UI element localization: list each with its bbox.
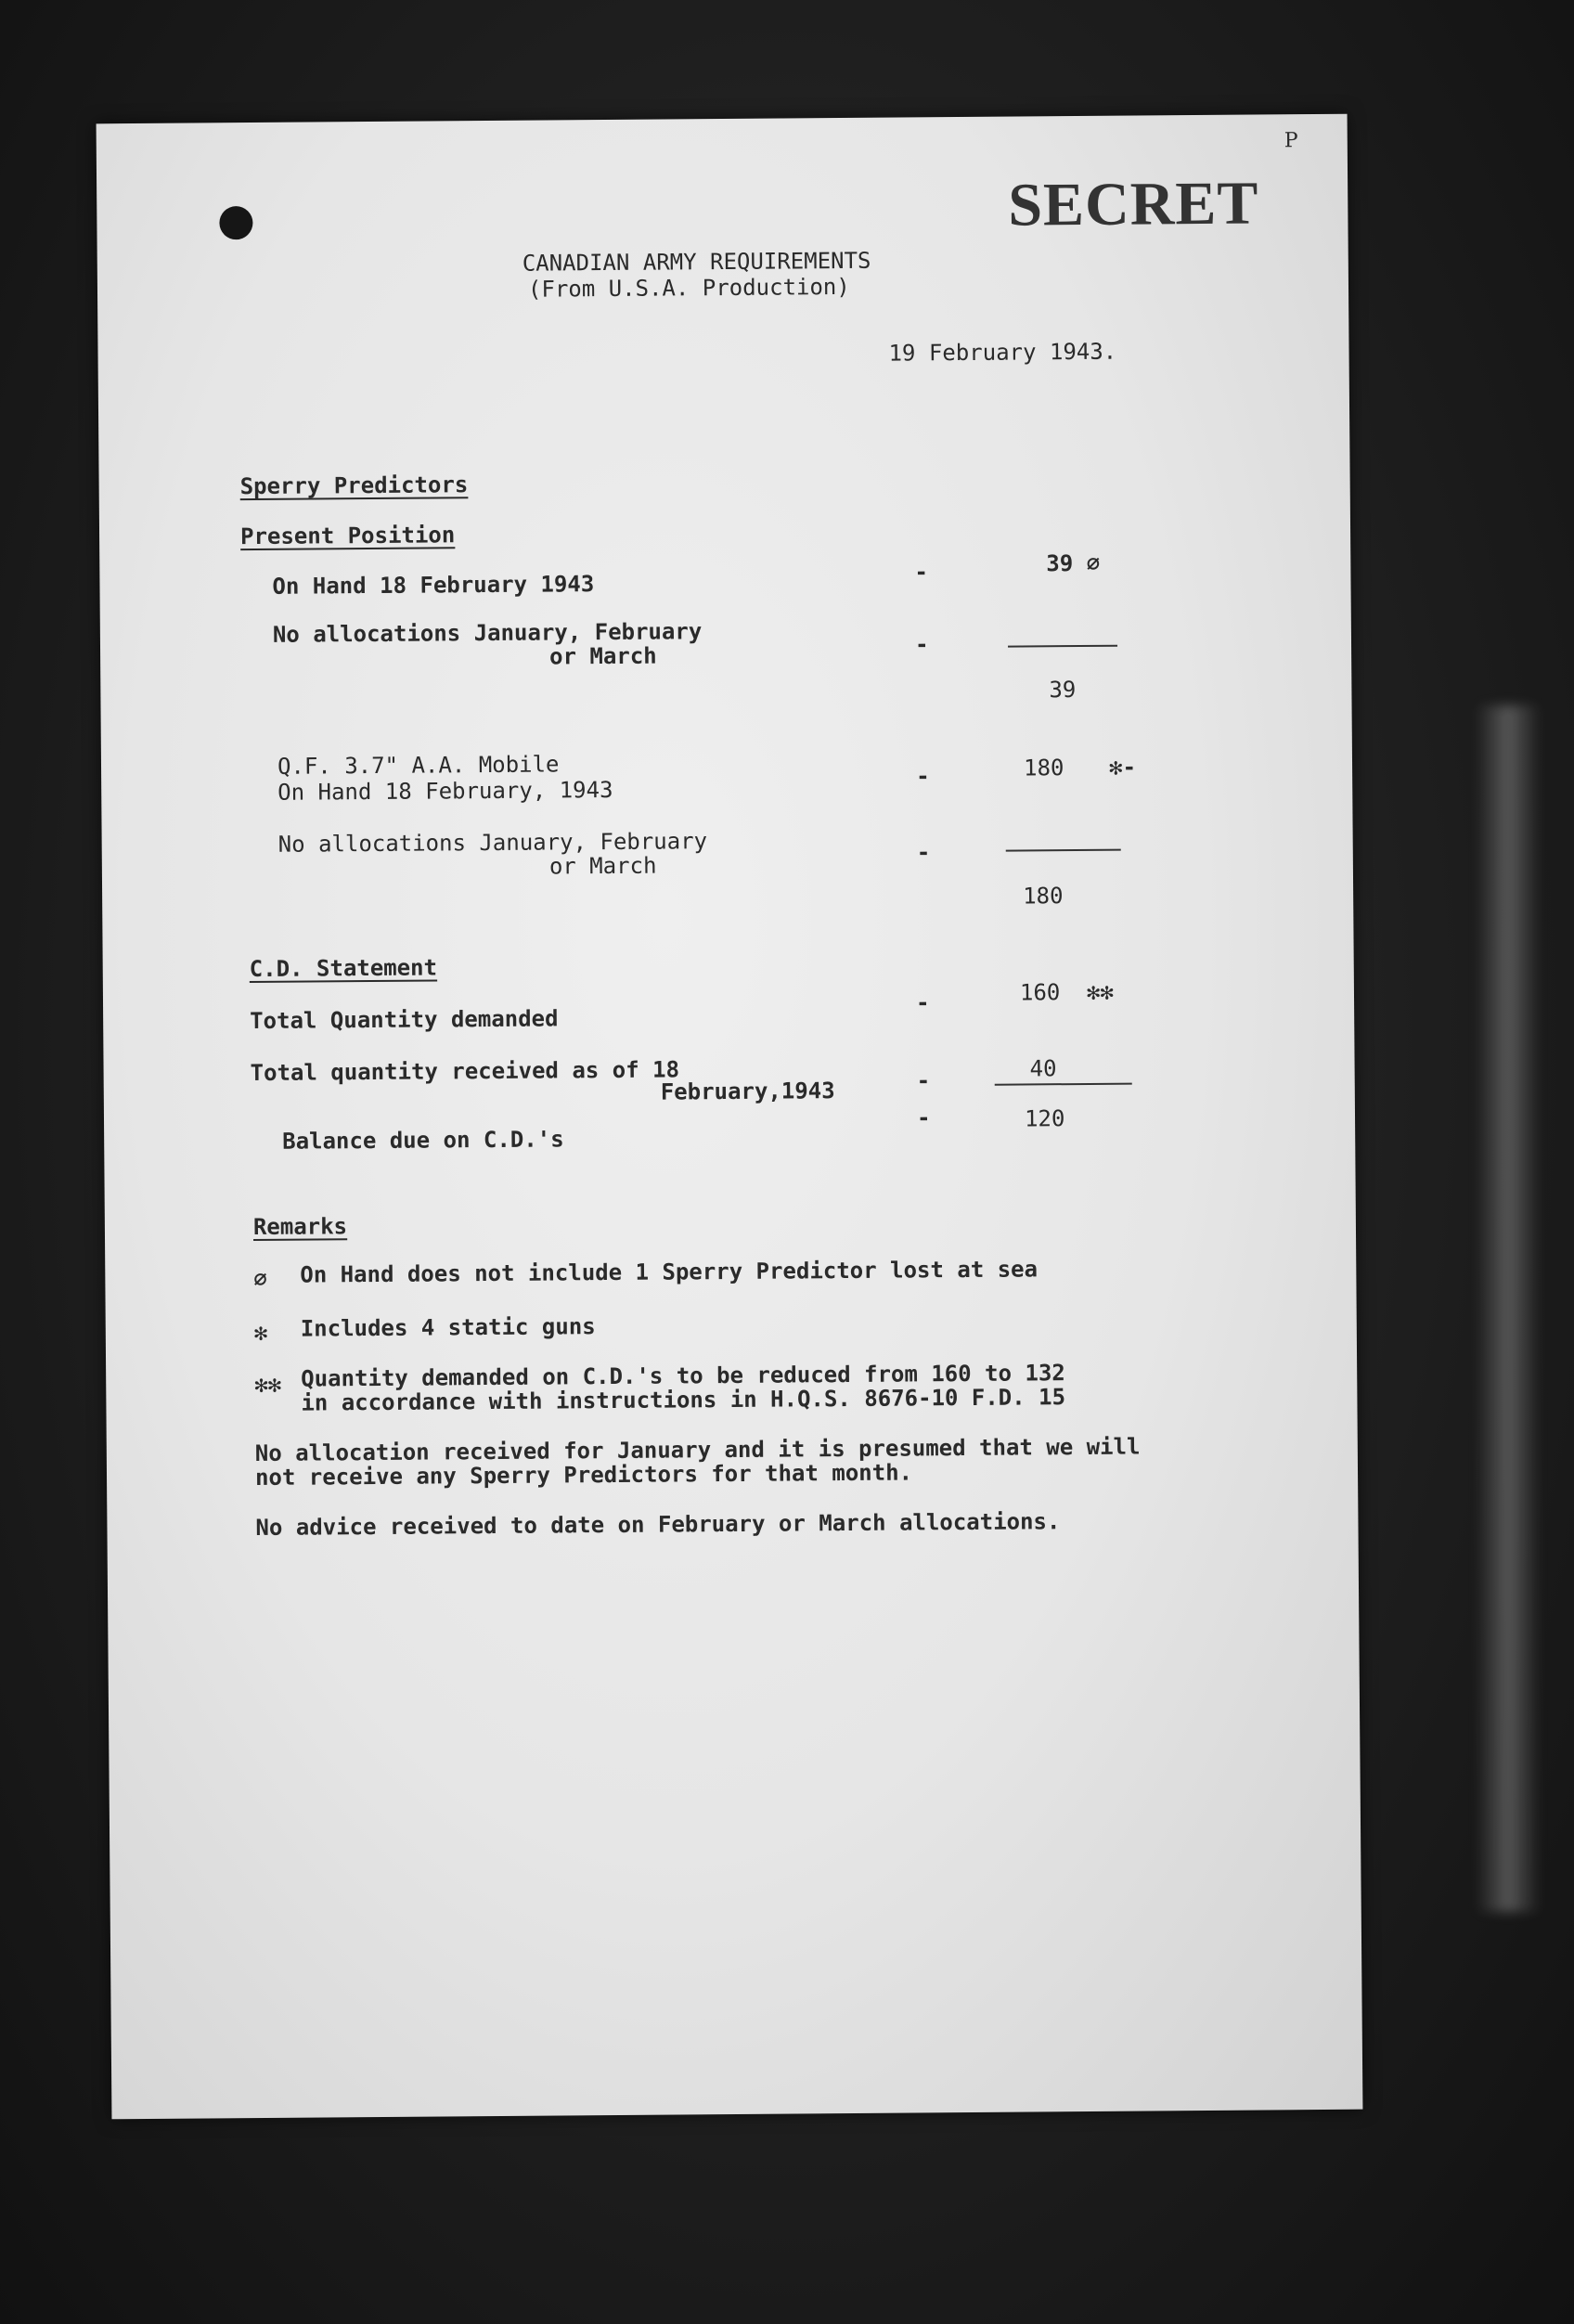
on-hand-label: On Hand 18 February 1943 — [272, 571, 595, 600]
qf-no-alloc-dash: - — [916, 839, 931, 866]
cd-demanded-marker: ✻✻ — [1086, 978, 1114, 1005]
title-line-2: (From U.S.A. Production) — [527, 273, 850, 303]
qf-label-line-2: On Hand 18 February, 1943 — [277, 776, 613, 806]
no-alloc-line-2: or March — [548, 642, 657, 670]
qf-no-alloc-line-2: or March — [548, 852, 657, 880]
cd-received-line-1: Total quantity received as of 18 — [250, 1056, 680, 1087]
remark-3-line-1: Quantity demanded on C.D.'s to be reduced from 160 to 132 — [301, 1360, 1065, 1392]
cd-balance-label: Balance due on C.D.'s — [282, 1126, 564, 1155]
remark-3-symbol: ✻✻ — [254, 1371, 282, 1399]
no-alloc-line-1: No allocations January, February — [272, 618, 703, 648]
classification-stamp: SECRET — [1008, 169, 1259, 239]
cd-heading: C.D. Statement — [249, 954, 438, 983]
qf-no-alloc-line-1: No allocations January, February — [277, 828, 708, 858]
cd-demanded-dash: - — [915, 989, 930, 1016]
cd-balance-dash: - — [916, 1104, 931, 1131]
cd-demanded-value: 160 — [1019, 979, 1061, 1006]
qf-sum-rule — [1006, 849, 1121, 852]
document-page — [97, 114, 1363, 2120]
corner-mark: P — [1284, 129, 1298, 153]
on-hand-dash: - — [914, 559, 928, 586]
sperry-heading: Sperry Predictors — [239, 471, 469, 500]
remark-para-1-line-1: No allocation received for January and it is presumed that we will — [254, 1433, 1141, 1467]
document-date: 19 February 1943. — [888, 338, 1117, 367]
on-hand-value: 39 ∅ — [1046, 549, 1101, 577]
remarks-heading: Remarks — [252, 1213, 348, 1241]
qf-value: 180 — [1023, 755, 1064, 781]
sperry-sum-rule — [1008, 645, 1117, 648]
remark-3-line-2: in accordance with instructions in H.Q.S. 8676-10 F.D. 15 — [301, 1384, 1066, 1416]
qf-marker: ✻- — [1108, 754, 1137, 781]
cd-balance-value: 120 — [1024, 1105, 1065, 1132]
film-edge-glare — [1476, 705, 1541, 1912]
present-position-heading: Present Position — [239, 522, 456, 550]
title-line-1: CANADIAN ARMY REQUIREMENTS — [522, 247, 871, 277]
cd-received-line-2: February,1943 — [660, 1078, 835, 1105]
remark-1-symbol: ∅ — [253, 1265, 267, 1293]
remark-1-text: On Hand does not include 1 Sperry Predictor lost at sea — [300, 1256, 1039, 1288]
qf-dash: - — [916, 763, 930, 790]
remark-2-text: Includes 4 static guns — [300, 1313, 596, 1342]
remark-para-2: No advice received to date on February or March allocations. — [255, 1508, 1061, 1542]
cd-received-value: 40 — [1029, 1055, 1057, 1082]
no-alloc-dash: - — [914, 631, 929, 658]
sperry-subtotal: 39 — [1049, 677, 1077, 704]
cd-demanded-label: Total Quantity demanded — [250, 1005, 559, 1035]
remark-para-1-line-2: not receive any Sperry Predictors for that month. — [254, 1459, 913, 1491]
cd-received-dash: - — [916, 1067, 931, 1094]
qf-subtotal: 180 — [1023, 883, 1064, 910]
cd-sum-rule — [995, 1083, 1132, 1086]
qf-label-line-1: Q.F. 3.7" A.A. Mobile — [277, 751, 560, 780]
punch-hole — [219, 206, 252, 239]
remark-2-symbol: ✻ — [253, 1319, 268, 1347]
